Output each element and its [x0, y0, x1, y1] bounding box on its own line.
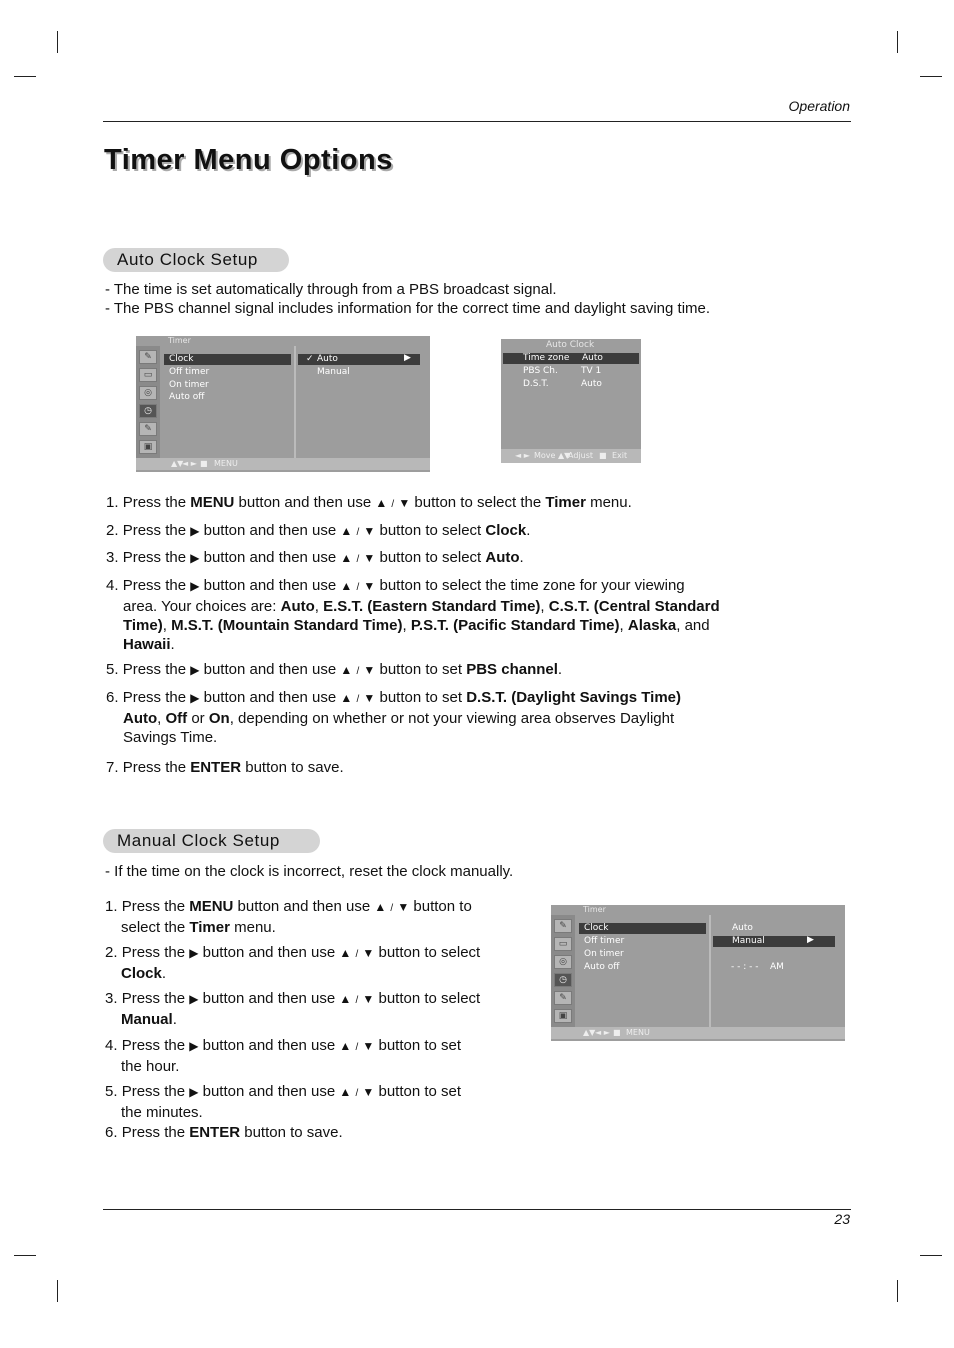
auto-clock-bullet-1: - The time is set automatically through from a PBS broadcast signal. [105, 281, 557, 298]
updown-icon: ▲▼ [171, 459, 184, 468]
sound-icon: ◎ [554, 955, 572, 969]
auto-step-1: 1. Press the MENU button and then use ▲ / ▼ button to select the Timer menu. [106, 494, 632, 511]
osd-item-on-timer: On timer [169, 380, 209, 390]
auto-step-6: 6. Press the ▶ button and then use ▲ / ▼ button to set D.S.T. (Daylight Savings Time) Auto, Off or On, depending on whether or not your viewing area observes Daylight Savings Time. [106, 689, 681, 746]
osd-footer [501, 449, 641, 463]
auto-step-5: 5. Press the ▶ button and then use ▲ / ▼ button to set PBS channel. [106, 661, 563, 678]
arrow-right-icon: ▶ [404, 353, 411, 363]
square-icon: ■ [200, 459, 208, 468]
osd-divider [709, 915, 711, 1027]
osd-auto-clock [501, 339, 641, 463]
osd-footer [551, 1027, 845, 1039]
manual-step-4: 4. Press the ▶ button and then use ▲ / ▼ button to set the hour. [105, 1037, 462, 1075]
manual-clock-heading: Manual Clock Setup [103, 829, 320, 853]
osd-row-label: D.S.T. [523, 379, 549, 389]
crop-mark [897, 31, 898, 53]
osd-footer-menu: MENU [214, 459, 238, 468]
leftright-icon: ◄ ► [182, 459, 197, 468]
page-number: 23 [834, 1211, 850, 1227]
auto-clock-heading: Auto Clock Setup [103, 248, 289, 272]
footer-rule [103, 1209, 851, 1210]
osd-ampm: AM [770, 962, 784, 972]
option-icon: ▣ [139, 440, 157, 454]
header-rule [103, 121, 851, 122]
osd-footer-move: Move [534, 451, 556, 460]
leftright-icon: ◄ ► [515, 451, 530, 460]
osd-divider [294, 346, 296, 458]
timer-icon: ◷ [139, 404, 157, 418]
auto-step-2: 2. Press the ▶ button and then use ▲ / ▼ button to select Clock. [106, 522, 531, 539]
square-icon: ■ [613, 1028, 621, 1037]
updown-icon: ▲▼ [558, 451, 571, 460]
crop-mark [897, 1280, 898, 1302]
manual-step-6: 6. Press the ENTER button to save. [105, 1124, 343, 1141]
manual-step-1: 1. Press the MENU button and then use ▲ / ▼ button to select the Timer menu. [105, 898, 472, 936]
osd-item-clock: Clock [169, 354, 194, 364]
osd-row-value: TV 1 [581, 366, 602, 376]
osd-item-auto-off: Auto off [584, 962, 620, 972]
auto-step-4: 4. Press the ▶ button and then use ▲ / ▼ button to select the time zone for your viewing area. Your choices are: Auto, E.S.T. (Eastern Standard Time), C.S.T. (Central Standard Time), M.S.T. (Mountain Standard Time), P.S.T. (Pacific Standard Time), Alaska, and Hawaii. [106, 577, 720, 653]
osd-icon-column [551, 915, 575, 1027]
section-label: Operation [788, 98, 850, 114]
crop-mark [57, 31, 58, 53]
osd-option-auto: Auto [317, 354, 338, 364]
manual-step-3: 3. Press the ▶ button and then use ▲ / ▼ button to select Manual. [105, 990, 481, 1028]
osd-title: Auto Clock [546, 340, 595, 350]
arrow-right-icon: ▶ [807, 935, 814, 945]
osd-icon-column [136, 346, 160, 458]
osd-title: Timer [168, 336, 191, 345]
osd-option-manual: Manual [317, 367, 350, 377]
square-icon: ■ [599, 451, 607, 460]
screen-icon: ▭ [139, 368, 157, 382]
sound-icon: ◎ [139, 386, 157, 400]
manual-step-2: 2. Press the ▶ button and then use ▲ / ▼ button to select Clock. [105, 944, 481, 982]
picture-icon: ✎ [139, 350, 157, 364]
osd-time-value: - - : - - [731, 962, 759, 972]
check-icon: ✓ [306, 354, 314, 364]
osd-title: Timer [583, 905, 606, 914]
osd-row-value: Auto [582, 353, 603, 363]
screen-icon: ▭ [554, 937, 572, 951]
osd-item-auto-off: Auto off [169, 392, 205, 402]
setup-icon: ✎ [554, 991, 572, 1005]
crop-mark [920, 1255, 942, 1256]
crop-mark [14, 76, 36, 77]
osd-timer-manual [551, 905, 845, 1041]
timer-icon: ◷ [554, 973, 572, 987]
crop-mark [14, 1255, 36, 1256]
auto-step-3: 3. Press the ▶ button and then use ▲ / ▼ button to select Auto. [106, 549, 524, 566]
osd-item-off-timer: Off timer [584, 936, 625, 946]
picture-icon: ✎ [554, 919, 572, 933]
osd-footer [136, 458, 430, 470]
osd-item-on-timer: On timer [584, 949, 624, 959]
osd-footer-menu: MENU [626, 1028, 650, 1037]
crop-mark [57, 1280, 58, 1302]
option-icon: ▣ [554, 1009, 572, 1023]
osd-item-off-timer: Off timer [169, 367, 210, 377]
osd-footer-exit: Exit [612, 451, 628, 460]
page-title: Timer Menu Options [104, 144, 393, 176]
osd-row-label: PBS Ch. [523, 366, 558, 376]
manual-step-5: 5. Press the ▶ button and then use ▲ / ▼ button to set the minutes. [105, 1083, 462, 1121]
crop-mark [920, 76, 942, 77]
manual-clock-bullet: - If the time on the clock is incorrect, reset the clock manually. [105, 863, 514, 880]
osd-option-auto: Auto [732, 923, 753, 933]
osd-option-manual: Manual [732, 936, 765, 946]
updown-icon: ▲▼ [583, 1028, 596, 1037]
osd-row-label: Time zone [523, 353, 570, 363]
auto-clock-bullet-2: - The PBS channel signal includes information for the correct time and daylight saving time. [105, 300, 711, 317]
osd-item-clock: Clock [584, 923, 609, 933]
osd-row-value: Auto [581, 379, 602, 389]
osd-timer-menu [136, 336, 430, 472]
leftright-icon: ◄ ► [595, 1028, 610, 1037]
setup-icon: ✎ [139, 422, 157, 436]
osd-footer-adjust: Adjust [568, 451, 594, 460]
auto-step-7: 7. Press the ENTER button to save. [106, 759, 344, 776]
